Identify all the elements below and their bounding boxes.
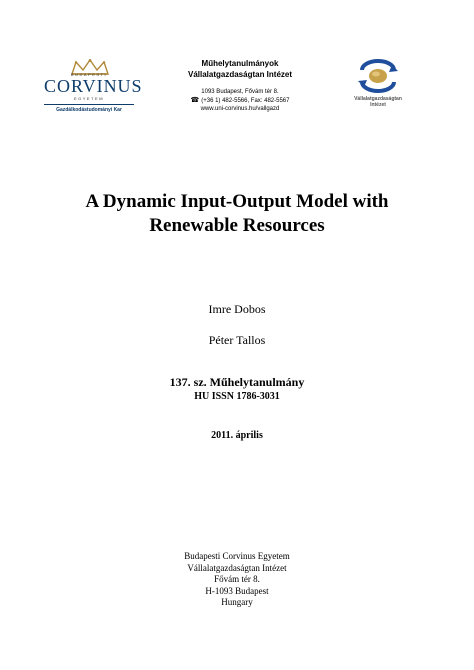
circular-arrows-icon: [354, 58, 402, 94]
footer-line-5: Hungary: [221, 597, 253, 607]
corvinus-logo: [44, 58, 143, 120]
institute-address: 1093 Budapest, Fővám tér 8.: [201, 89, 279, 95]
corvinus-divider: [44, 104, 134, 105]
corvinus-sub-text: EGYETEM: [73, 96, 105, 101]
corvinus-top-text: BUDAPESTI: [70, 72, 108, 77]
publication-date: 2011. április: [211, 430, 263, 441]
phone-icon: ☎: [190, 96, 200, 104]
footer-address: [0, 551, 474, 609]
institute-phone-line: [150, 97, 330, 106]
institute-series: Műhelytanulmányok: [201, 59, 279, 68]
series-number: 137. sz. Műhelytanulmány: [169, 375, 305, 389]
vallalat-label: [348, 96, 408, 108]
footer-line-1: Budapesti Corvinus Egyetem: [184, 551, 290, 561]
author-2: Péter Tallos: [208, 333, 266, 347]
footer-line-3: Fővám tér 8.: [214, 574, 260, 584]
footer-line-2: Vállalatgazdaságtan Intézet: [187, 562, 287, 573]
vallalat-label-line2: Intézet: [370, 102, 386, 108]
series-info: [0, 375, 474, 403]
institute-web: www.uni-corvinus.hu/vallgazd: [200, 106, 280, 112]
paper-title: [40, 190, 434, 238]
author-1: Imre Dobos: [208, 302, 266, 316]
vallalat-logo: [348, 58, 408, 114]
title-line-1: A Dynamic Input-Output Model with: [85, 191, 389, 212]
footer-line-4: H-1093 Budapest: [205, 585, 269, 596]
institute-info: [150, 58, 330, 114]
series-issn: HU ISSN 1786-3031: [194, 391, 280, 402]
corvinus-faculty: Gazdálkodástudományi Kar: [56, 107, 122, 113]
title-line-2: Renewable Resources: [149, 215, 325, 236]
institute-phone: (+36 1) 482-5566, Fax: 482-5567: [201, 97, 290, 104]
corvinus-name: CORVINUS: [44, 76, 143, 96]
header: [0, 0, 474, 140]
vallalat-label-line1: Vállalatgazdaságtan: [354, 96, 402, 102]
institute-name: Vállalatgazdaságtan Intézet: [187, 70, 293, 79]
